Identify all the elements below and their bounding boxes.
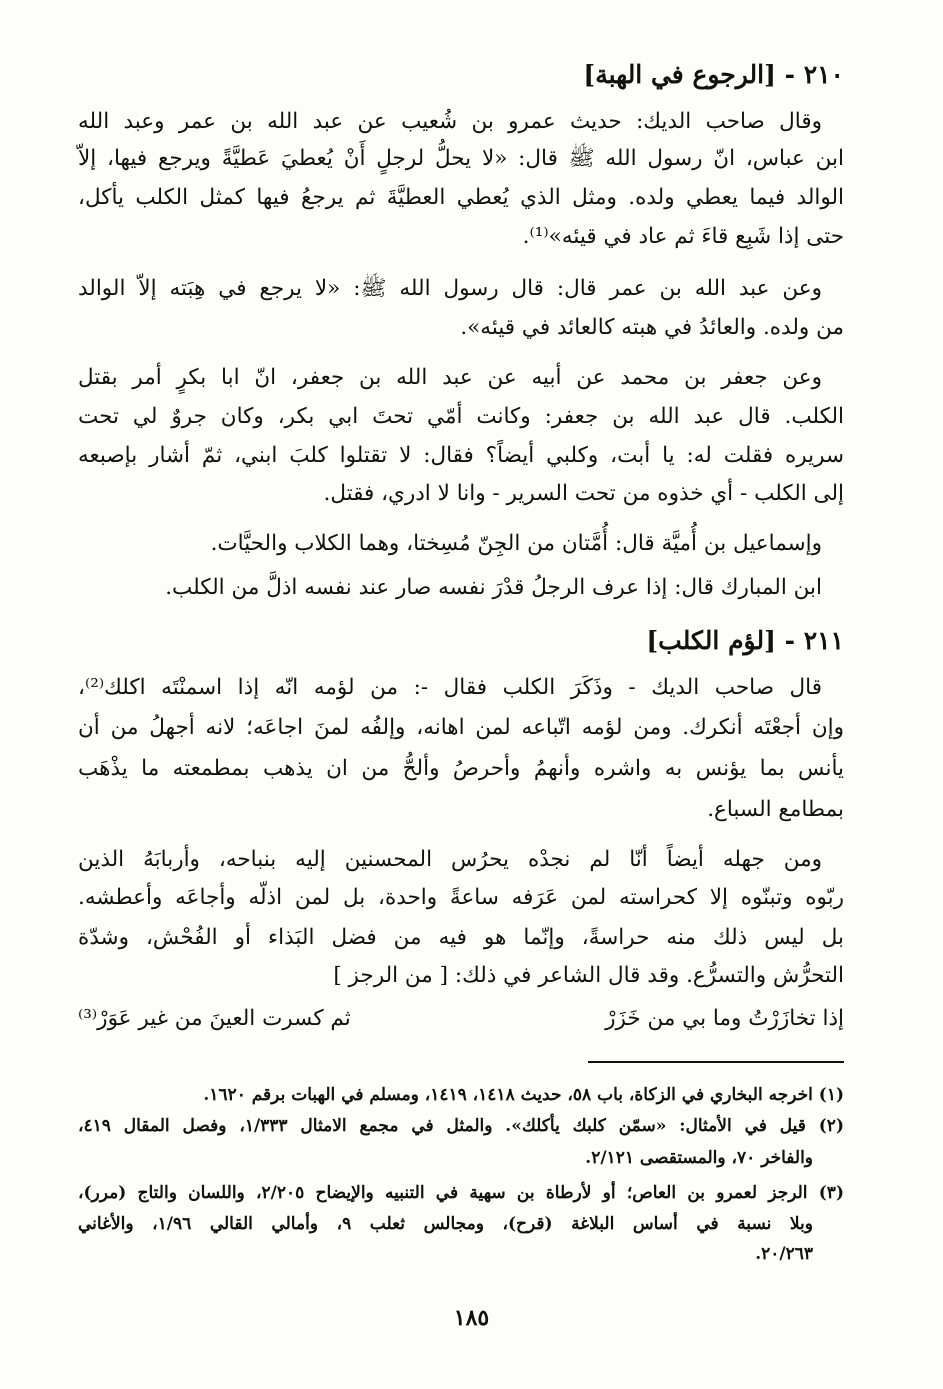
page-number: ١٨٥ — [453, 1305, 490, 1331]
text-line: وعن عبد الله بن عمر قال: قال رسول الله ﷺ: «لا يرجع في هِبَته إلاّ الوالد — [78, 276, 822, 301]
text-line: إلى الكلب - أي خذوه من تحت السرير - وانا لا ادري، فقتل. — [323, 481, 844, 506]
text-line: وإن أجعْتَه أنكرك. ومن لؤمه اتّباعه لمن اهانه، وإلفُه لمنَ اجاعَه؛ لانه أجهلُ من أن — [78, 715, 844, 740]
footnote: (٣) الرجز لعمرو بن العاص؛ أو لأرطاة بن سهية في التنبيه والإيضاح ٢/٢٠٥، واللسان والتاج (مرر)، — [78, 1183, 844, 1203]
section-title-211: ٢١١ - [لؤم الكلب] — [646, 626, 844, 655]
section-title-210: ٢١٠ - [الرجوع في الهبة] — [583, 60, 844, 89]
text-line: الكلب. قال عبد الله بن جعفر: وكانت أمّي تحتَ ابي بكر، وكان جروٌ لي تحت — [78, 404, 844, 429]
text-line: ابن عباس، انّ رسول الله ﷺ قال: «لا يحلُّ لرجلٍ أَنْ يُعطيَ عَطيَّةً ويرجع فيها، إلاّ — [78, 146, 844, 171]
footnote: والفاخر ٧٠، والمستقصى ٢/١٢١. — [585, 1148, 813, 1168]
footnote: (٢) قيل في الأمثال: «سمّن كلبك يأكلك». والمثل في مجمع الامثال ١/٣٣٣، وفصل المقال ٤١٩، — [78, 1116, 844, 1136]
text-line: وعن جعفر بن محمد عن أبيه عن عبد الله بن جعفر، انّ ابا بكرٍ أمر بقتل — [78, 365, 822, 390]
verse-second-hemistich: ثم كسرت العينَ من غير عَوَرْ⁽³⁾ — [78, 1006, 351, 1031]
verse — [78, 1006, 844, 1036]
text-line: ابن المبارك قال: إذا عرف الرجلُ قدْرَ نفسه صار عند نفسه اذلَّ من الكلب. — [165, 575, 822, 600]
footnote: وبلا نسبة في أساس البلاغة (قرح)، ومجالس ثعلب ٩، وأمالي القالي ١/٩٦، والأغاني — [78, 1214, 813, 1234]
text-line: قال صاحب الديك - وذَكَرَ الكلب فقال -: من لؤمه انّه إذا اسمنْتَه اكلك⁽²⁾، — [78, 675, 822, 700]
footnote: ٢٠/٢٦٣. — [755, 1244, 813, 1264]
footnote: (١) اخرجه البخاري في الزكاة، باب ٥٨، حديث ١٤١٨، ١٤١٩، ومسلم في الهبات برقم ١٦٢٠. — [203, 1085, 844, 1105]
text-line: بل ليس ذلك منه حراسةً، وإنّما هو فيه من فضل البَذاء أو الفُحْش، وشدّة — [78, 925, 844, 950]
text-line: من ولده. والعائدُ في هبته كالعائد في قيئه». — [460, 315, 844, 340]
text-line: سريره فقلت له: يا أبت، وكلبي أيضاً؟ فقال: لا تقتلوا كلبَ ابني، ثمّ أشار بإصبعه — [78, 443, 844, 468]
verse-first-hemistich: إذا تخازَرْتُ وما بي من خَزَرْ — [605, 1006, 844, 1031]
text-line: يأنس بما يؤنس به واشره وأنهمُ وأحرصُ وألحُّ من ان يذهب بمطمعته ما يذْهَب — [78, 756, 844, 781]
text-line: الوالد فيما يعطي ولده. ومثل الذي يُعطي العطيَّةَ ثم يرجعُ فيها كمثل الكلب يأكل، — [78, 185, 844, 210]
text-line: بمطامع السباع. — [707, 797, 844, 822]
footnote-divider — [588, 1061, 844, 1063]
text-line: وإسماعيل بن أُميَّة قال: أُمَّتان من الجِنّ مُسِختا، وهما الكلاب والحيَّات. — [210, 531, 822, 556]
text-line: ومن جهله أيضاً أنّا لم نجدْه يحرُس المحسنين إليه بنباحه، وأربابَهُ الذين — [78, 847, 822, 872]
text-line: ربّوه وتبنّوه إلا كحراسته لمن عَرَفه ساعةً واحدة، بل لمن اذلّه وأجاعَه وأعطشه. — [78, 885, 844, 910]
text-line: التحرُّش والتسرُّع. وقد قال الشاعر في ذلك: [ من الرجز ] — [333, 963, 844, 988]
text-line: وقال صاحب الديك: حديث عمرو بن شُعيب عن عبد الله بن عمر وعبد الله — [78, 109, 822, 134]
text-line: حتى إذا شَبِع قاءَ ثم عاد في قيئه»⁽¹⁾. — [522, 224, 844, 249]
